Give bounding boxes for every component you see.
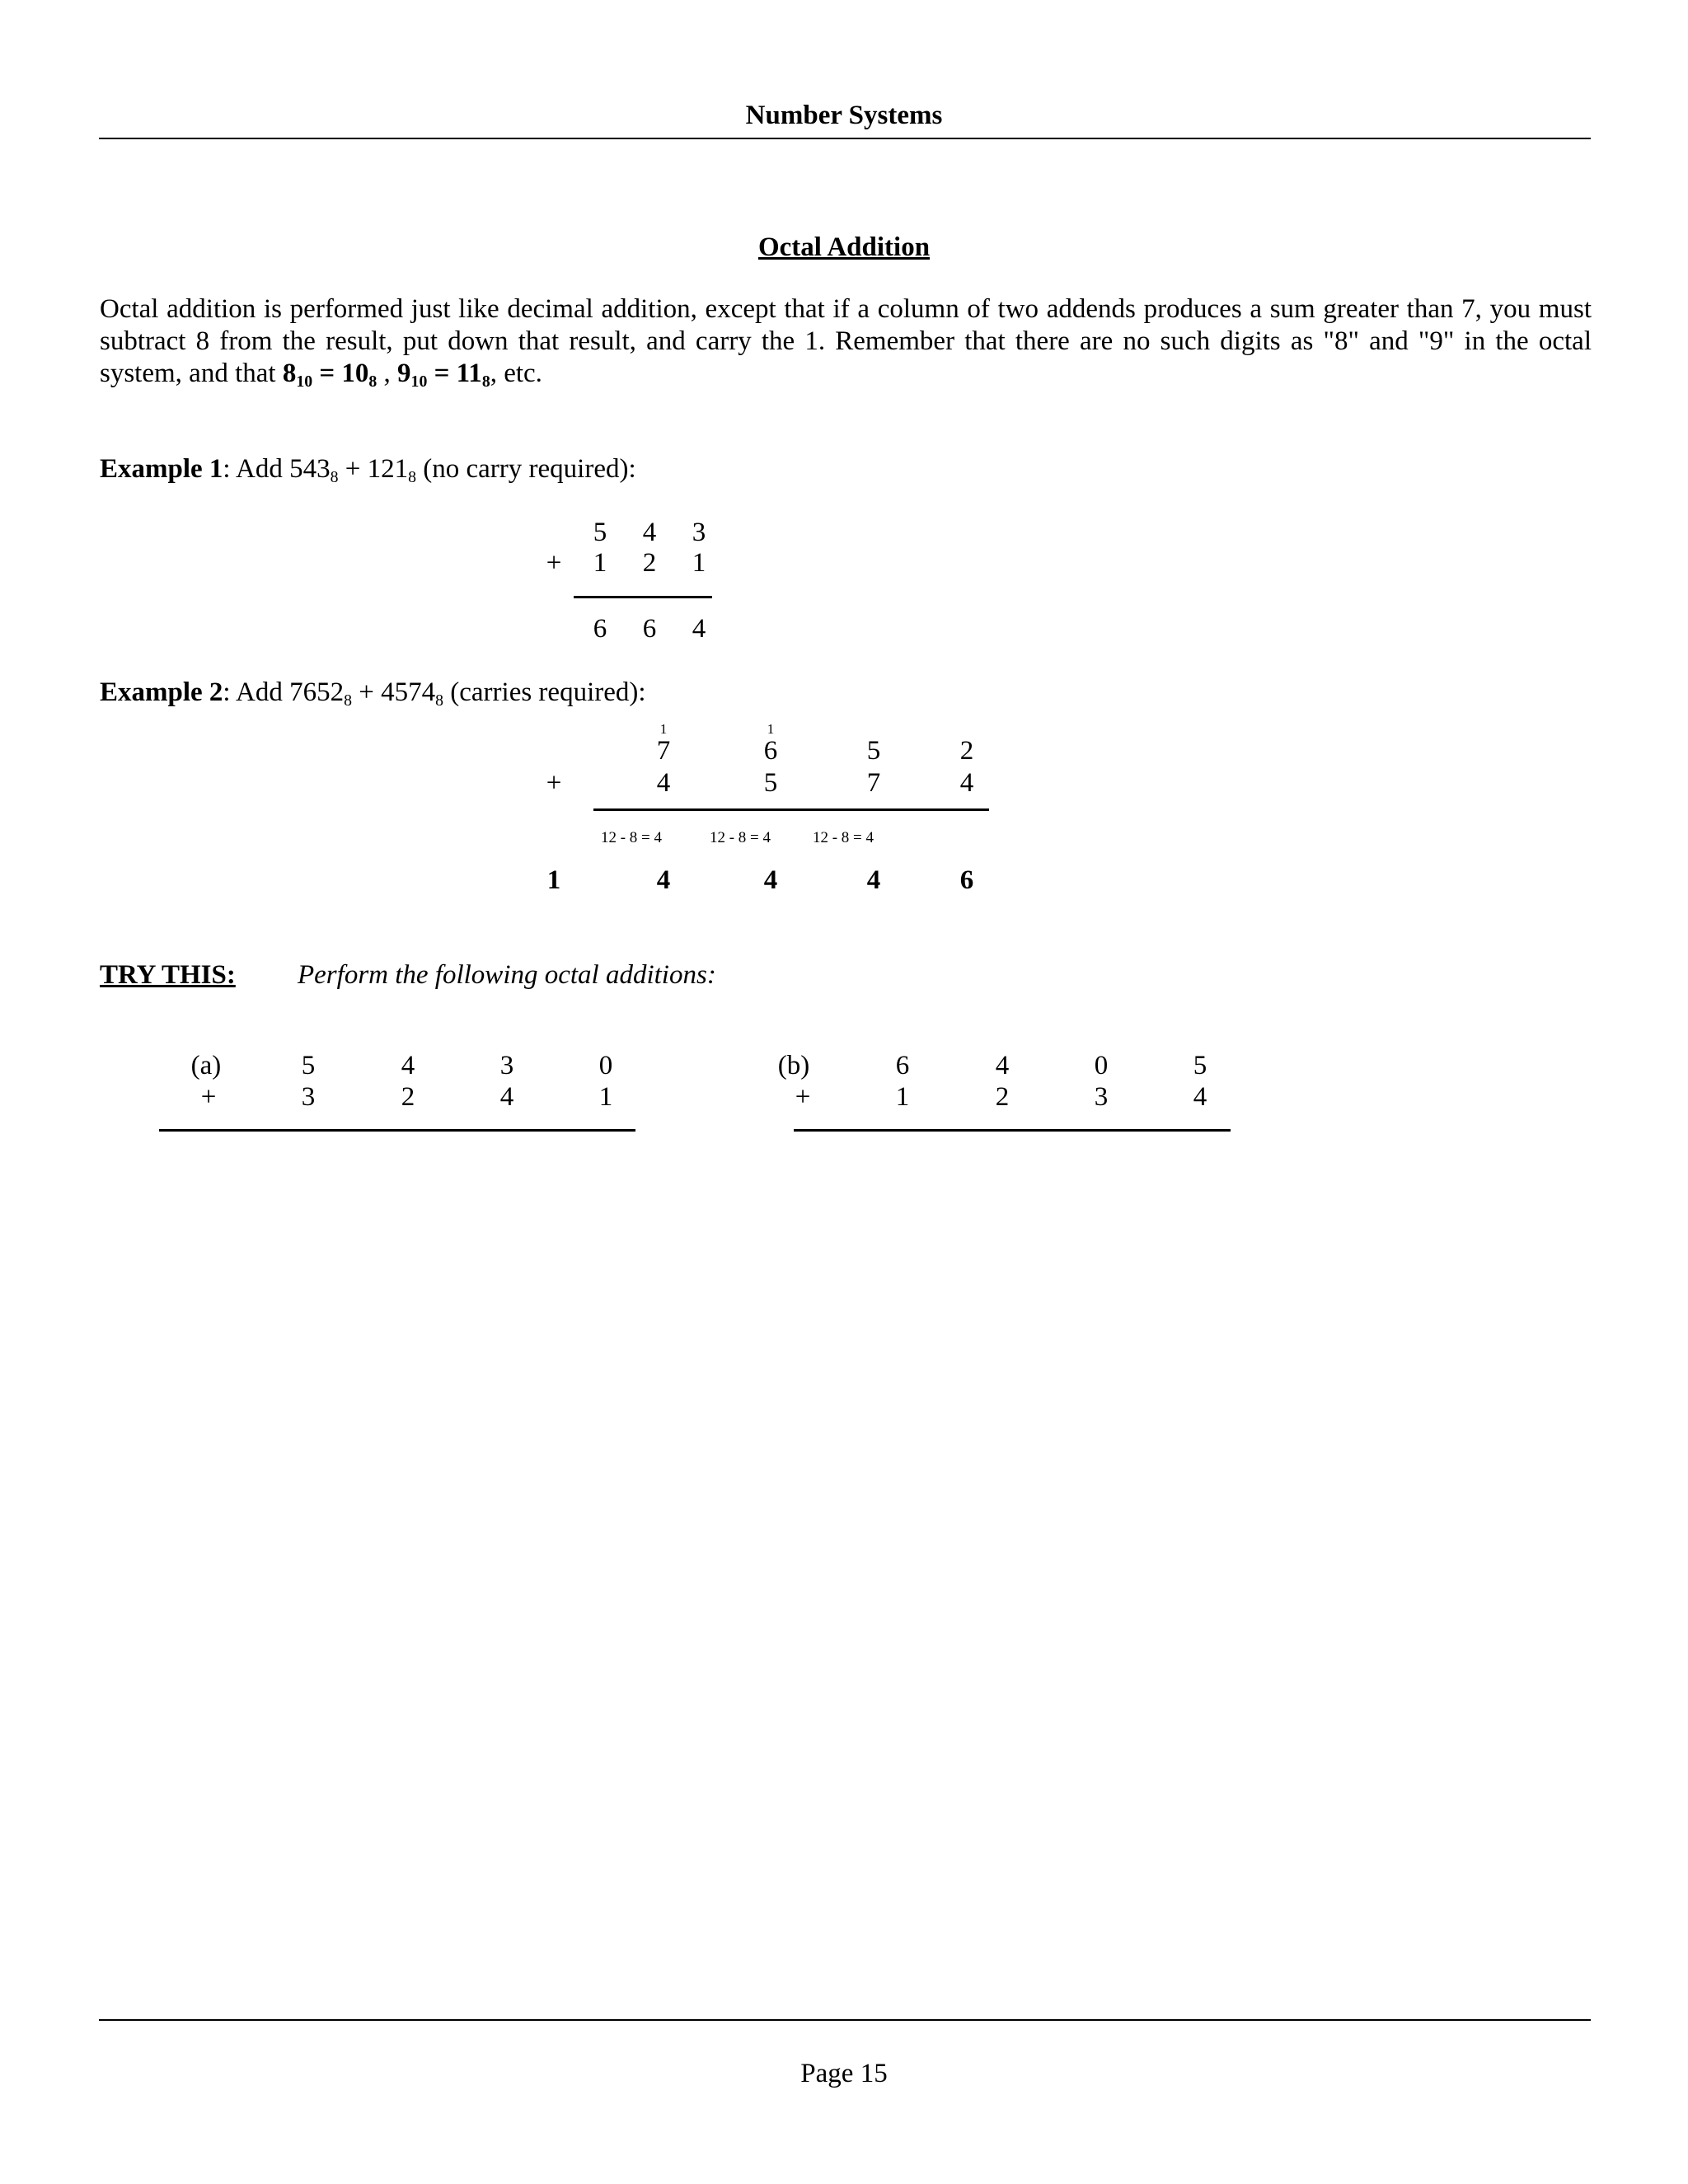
example2-heading: Example 2: Add $7652_8 + 4574_8$ (carries required): xyxy=(100,677,646,710)
problem-a-digit: 5 xyxy=(301,1051,316,1080)
problem-a-digit: 2 xyxy=(401,1082,415,1112)
example2-digit: 5 xyxy=(866,736,881,766)
example2-digit: 7 xyxy=(866,768,881,798)
footer-rule xyxy=(99,2019,1591,2021)
example2-note: 12 - 8 = 4 xyxy=(812,829,874,846)
header-rule xyxy=(99,138,1591,139)
example1-result-digit: 6 xyxy=(642,614,657,644)
example2-digit: 5 xyxy=(763,768,778,798)
problem-a-plus-sign: + xyxy=(200,1082,217,1112)
problem-a-digit: 3 xyxy=(301,1082,316,1112)
example1-digit: 1 xyxy=(593,548,607,578)
intro-tail: , etc. xyxy=(490,359,542,388)
example1-sum-line xyxy=(574,596,712,598)
problem-a-answer-line xyxy=(159,1129,635,1132)
example2-note: 12 - 8 = 4 xyxy=(709,829,771,846)
problem-b-digit: 6 xyxy=(895,1051,910,1080)
example2-carry: 1 xyxy=(767,721,775,737)
problem-b-digit: 2 xyxy=(995,1082,1010,1112)
example2-result-digit: 4 xyxy=(866,865,881,895)
example2-result-digit: 4 xyxy=(656,865,671,895)
example1-digit: 3 xyxy=(692,518,706,547)
example2-carry: 1 xyxy=(659,721,668,737)
problem-a-digit: 0 xyxy=(598,1051,613,1080)
problem-b-digit: 4 xyxy=(995,1051,1010,1080)
try-this-heading: TRY THIS: xyxy=(100,960,236,990)
example2-result-digit: 6 xyxy=(959,865,974,895)
problem-b-answer-line xyxy=(794,1129,1231,1132)
problem-b-label: (b) xyxy=(777,1051,810,1080)
example2-plus-sign: + xyxy=(546,768,562,798)
example1-result-digit: 6 xyxy=(593,614,607,644)
equation-8: $8_{10} = 10_8$ xyxy=(282,359,377,391)
example1-digit: 1 xyxy=(692,548,706,578)
problem-a-digit: 1 xyxy=(598,1082,613,1112)
page-header-title: Number Systems xyxy=(745,101,943,130)
example1-result-digit: 4 xyxy=(692,614,706,644)
intro-text: Octal addition is performed just like decimal addition, except that if a column of two addends produces a sum greater than 7, you must subtract 8 from the result, put down that result, and carry the 1. Remember that there are no such digits as "8" and "9" in the octal system, and that xyxy=(100,294,1592,388)
section-title: Octal Addition xyxy=(757,232,931,262)
equation-9: $9_{10} = 11_8$ xyxy=(397,359,490,391)
example2-result-digit: 4 xyxy=(763,865,778,895)
example2-note: 12 - 8 = 4 xyxy=(600,829,663,846)
problem-a-digit: 4 xyxy=(401,1051,415,1080)
intro-paragraph xyxy=(100,293,1592,390)
problem-b-digit: 0 xyxy=(1094,1051,1109,1080)
problem-a-digit: 3 xyxy=(499,1051,514,1080)
example1-digit: 5 xyxy=(593,518,607,547)
example2-digit: 6 xyxy=(763,736,778,766)
page-number: Page 15 xyxy=(800,2059,888,2088)
example1-heading: Example 1: Add $543_8 + 121_8$ (no carry required): xyxy=(100,454,636,486)
problem-a-label: (a) xyxy=(190,1051,222,1080)
problem-b-digit: 5 xyxy=(1193,1051,1207,1080)
example2-digit: 4 xyxy=(959,768,974,798)
example1-plus-sign: + xyxy=(546,548,562,578)
problem-a-digit: 4 xyxy=(499,1082,514,1112)
problem-b-plus-sign: + xyxy=(795,1082,811,1112)
example2-result-digit: 1 xyxy=(546,865,561,895)
problem-b-digit: 3 xyxy=(1094,1082,1109,1112)
example1-digit: 4 xyxy=(642,518,657,547)
problem-b-digit: 4 xyxy=(1193,1082,1207,1112)
example2-digit: 4 xyxy=(656,768,671,798)
example2-digit: 7 xyxy=(656,736,671,766)
equation-separator: , xyxy=(377,359,398,388)
try-this-instruction: Perform the following octal additions: xyxy=(298,960,716,990)
example2-digit: 2 xyxy=(959,736,974,766)
example1-digit: 2 xyxy=(642,548,657,578)
example2-sum-line xyxy=(593,808,989,811)
problem-b-digit: 1 xyxy=(895,1082,910,1112)
